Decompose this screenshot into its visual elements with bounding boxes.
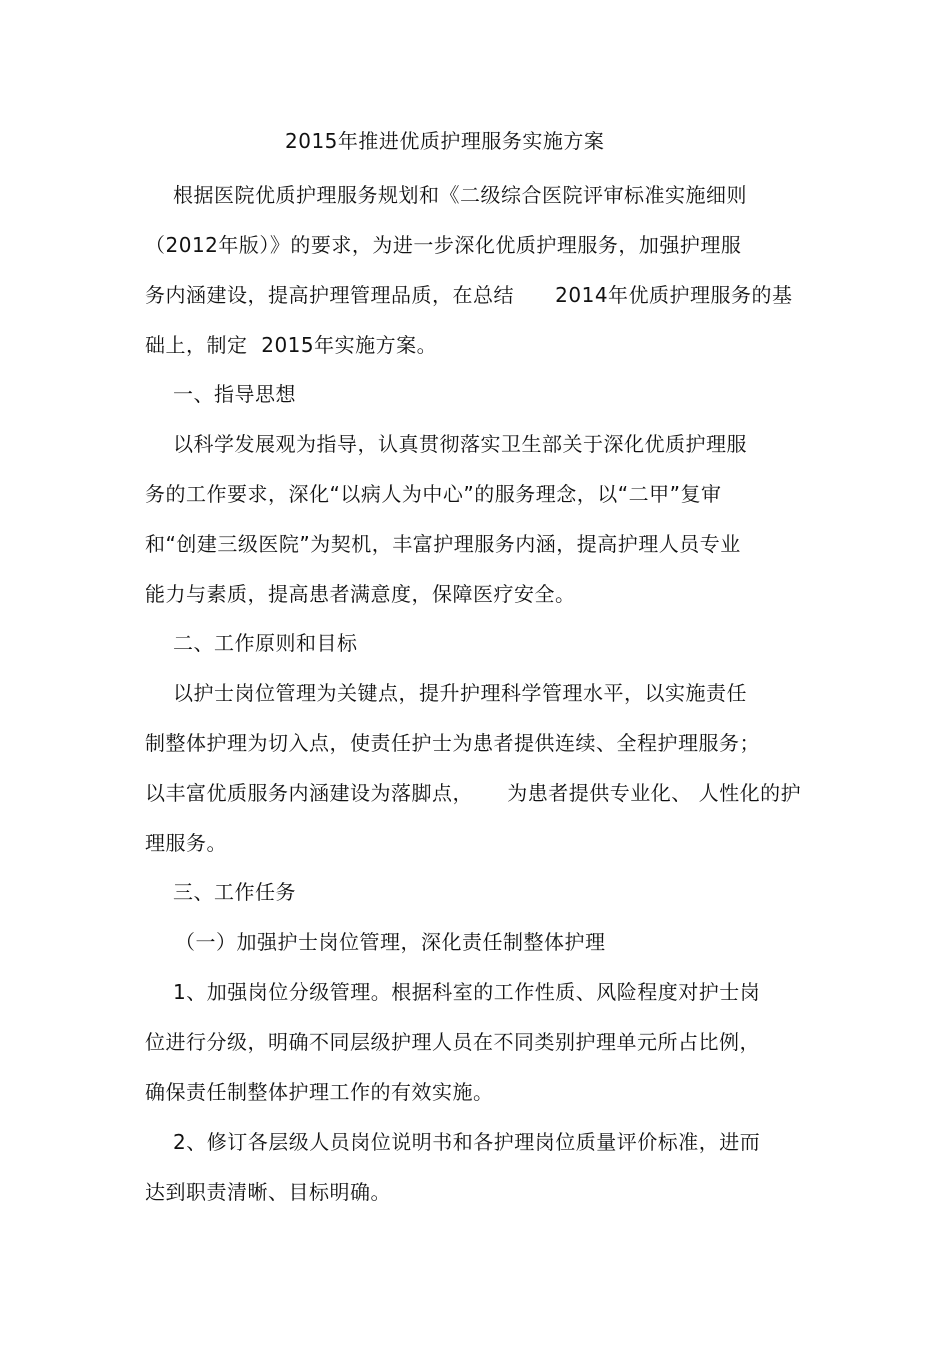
document-title: 2015年推进优质护理服务实施方案 [285, 129, 605, 153]
paragraph-line: 础上，制定 2015年实施方案。 [145, 333, 438, 357]
paragraph-line: 务的工作要求，深化“以病人为中心”的服务理念，以“二甲”复审 [145, 482, 722, 506]
paragraph-line: 和“创建三级医院”为契机，丰富护理服务内涵，提高护理人员专业 [145, 532, 741, 556]
paragraph-line: 位进行分级，明确不同层级护理人员在不同类别护理单元所占比例， [145, 1030, 760, 1054]
paragraph-line: 2、修订各层级人员岗位说明书和各护理岗位质量评价标准，进而 [173, 1130, 761, 1154]
paragraph-line: （2012年版）》的要求，为进一步深化优质护理服务，加强护理服 [145, 233, 742, 257]
paragraph-line: 1、加强岗位分级管理。根据科室的工作性质、风险程度对护士岗 [173, 980, 761, 1004]
section-heading: 一、指导思想 [173, 382, 296, 406]
paragraph-line: 能力与素质，提高患者满意度，保障医疗安全。 [145, 582, 576, 606]
paragraph-line: 以科学发展观为指导，认真贯彻落实卫生部关于深化优质护理服 [173, 432, 747, 456]
paragraph-line: 以丰富优质服务内涵建设为落脚点， 为患者提供专业化、 人性化的护 [145, 781, 802, 805]
paragraph-line: 理服务。 [145, 831, 227, 855]
paragraph-line: 务内涵建设，提高护理管理品质，在总结 2014年优质护理服务的基 [145, 283, 793, 307]
paragraph-line: 根据医院优质护理服务规划和《二级综合医院评审标准实施细则 [173, 183, 747, 207]
paragraph-line: 制整体护理为切入点，使责任护士为患者提供连续、全程护理服务； [145, 731, 760, 755]
section-heading: 三、工作任务 [173, 880, 296, 904]
paragraph-line: 确保责任制整体护理工作的有效实施。 [145, 1080, 494, 1104]
section-heading: 二、工作原则和目标 [173, 631, 358, 655]
subsection-heading: （一）加强护士岗位管理，深化责任制整体护理 [175, 930, 606, 954]
paragraph-line: 达到职责清晰、目标明确。 [145, 1180, 391, 1204]
paragraph-line: 以护士岗位管理为关键点，提升护理科学管理水平，以实施责任 [173, 681, 747, 705]
